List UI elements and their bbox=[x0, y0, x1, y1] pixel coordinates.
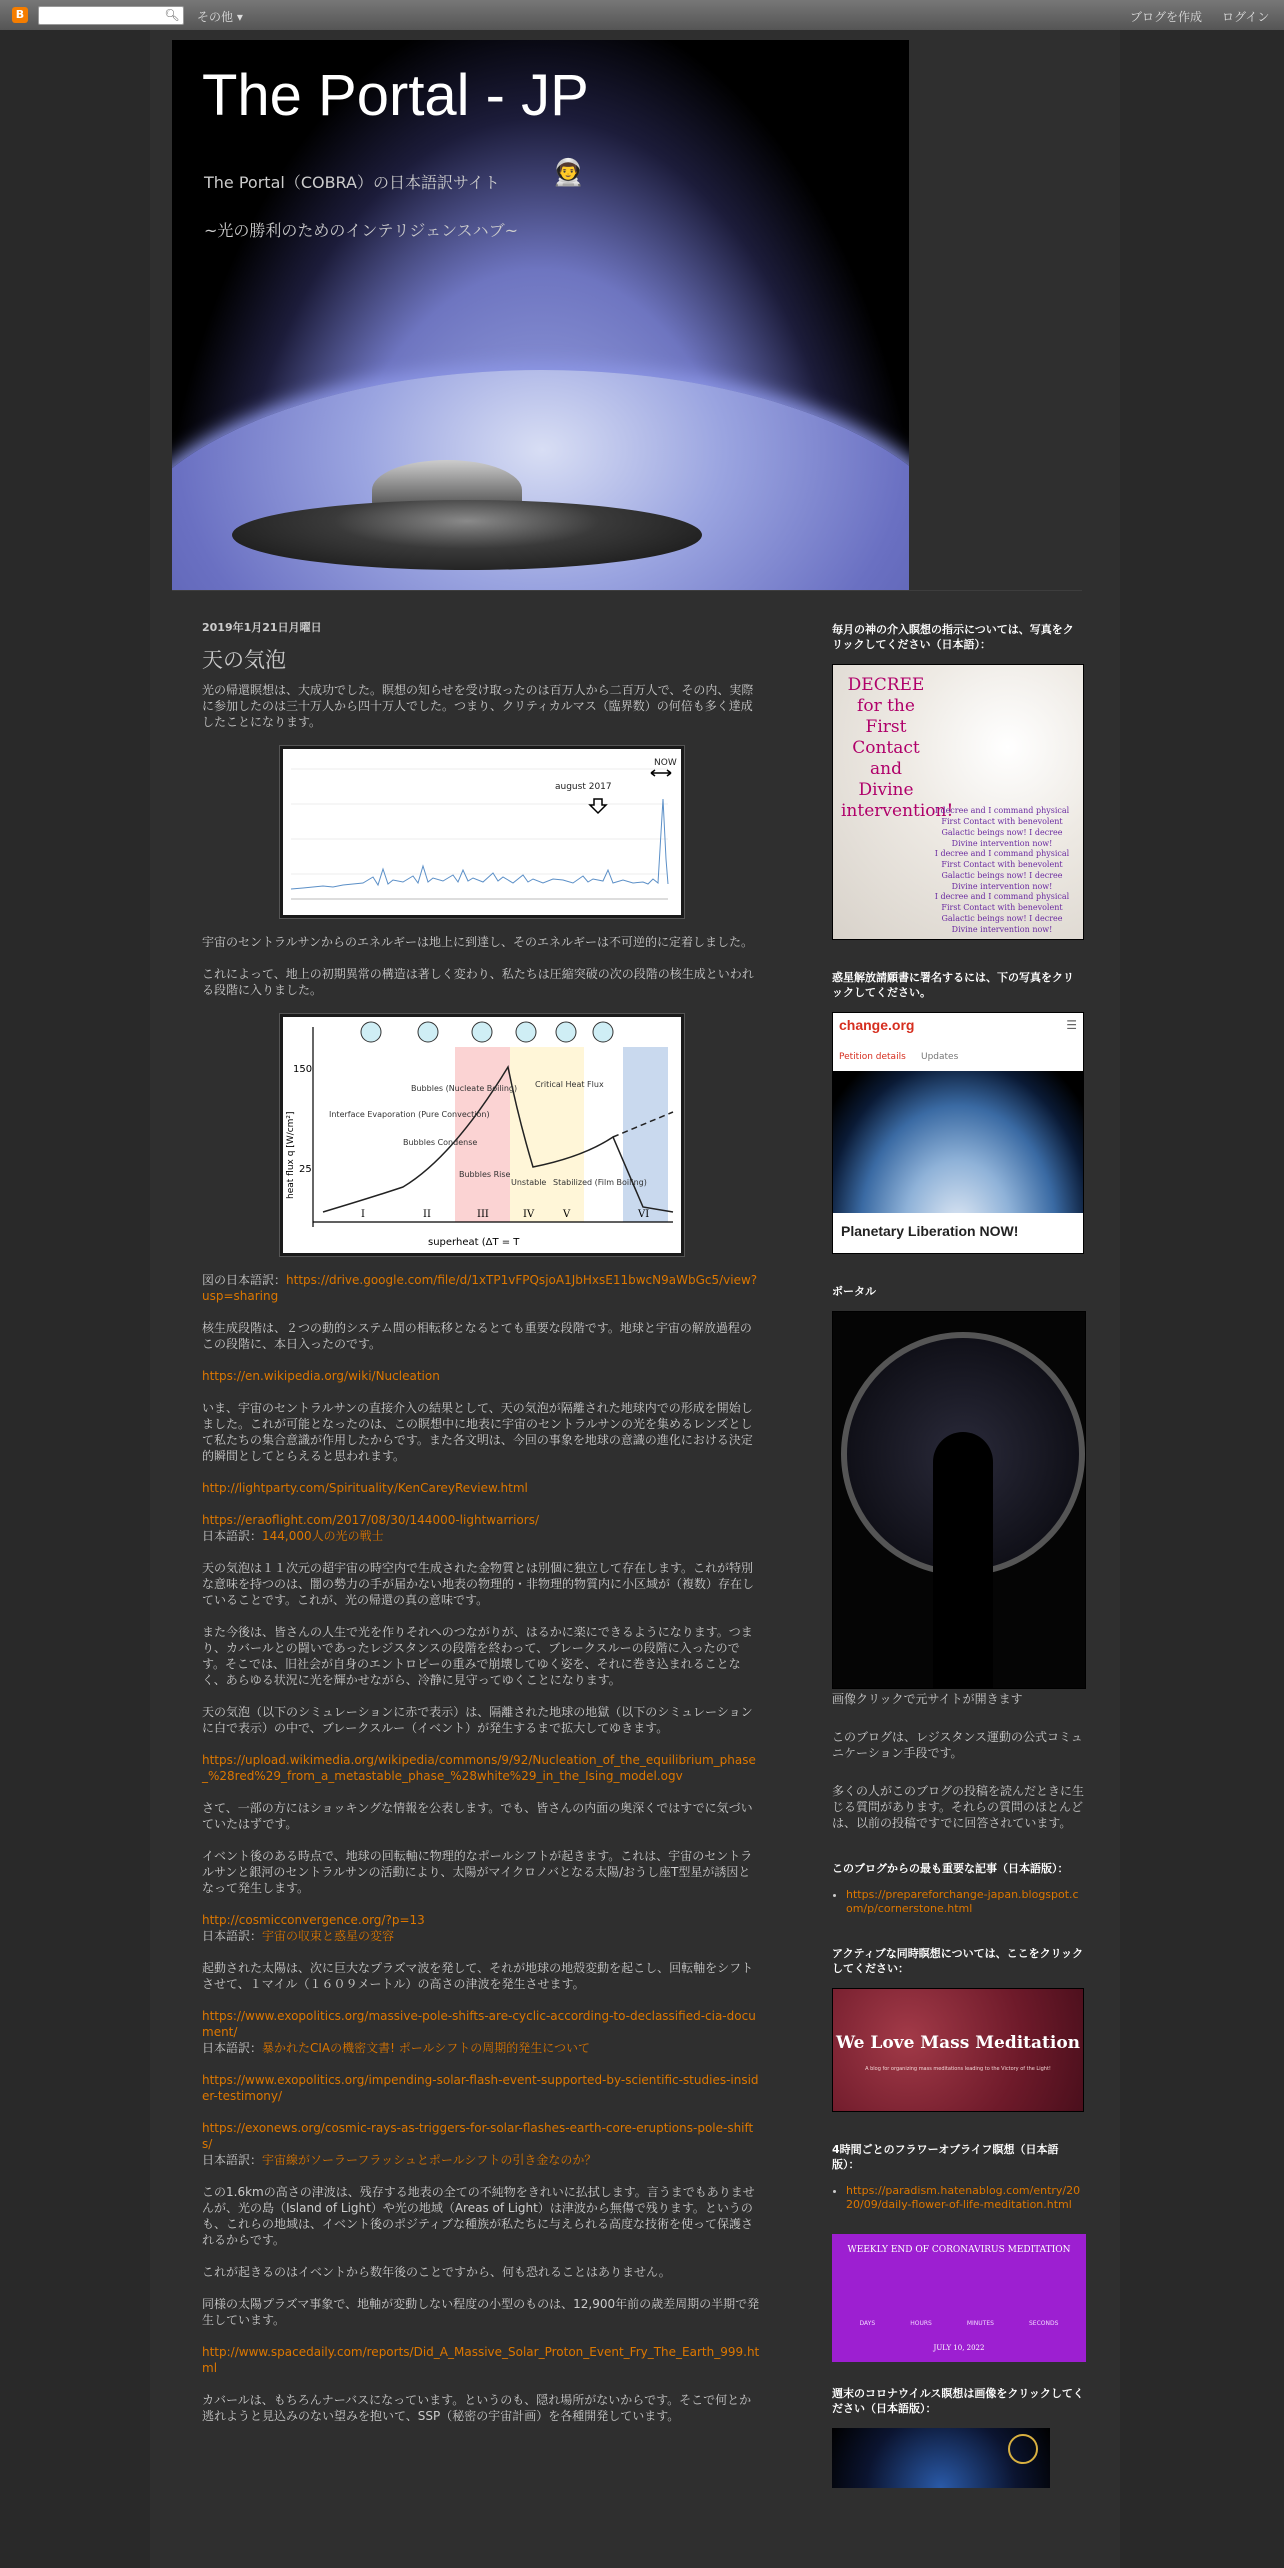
widget-title: 毎月の神の介入瞑想の指示については、写真をクリックしてください（日本語）： bbox=[832, 623, 1074, 651]
meditation-banner-title: We Love Mass Meditation bbox=[835, 2033, 1081, 2053]
tab-updates: Updates bbox=[921, 1052, 959, 1062]
fig-caption-link[interactable]: https://drive.google.com/file/d/1xTP1vFPQsjoA1JbHxsE11bwcN9aWbGc5/view?usp=sharing bbox=[202, 1273, 758, 1303]
link-jp-lightwarriors[interactable]: 144,000人の光の戦士 bbox=[262, 1529, 384, 1543]
decree-text: I decree and I command physical First Contact with benevolent Galactic beings now! I decree Divine intervention now! bbox=[934, 849, 1070, 891]
blog-tagline: ~光の勝利のためのインテリジェンスハブ~ bbox=[204, 221, 519, 240]
countdown-units bbox=[842, 2316, 1076, 2332]
silhouette-figure bbox=[933, 1432, 993, 1688]
zone-label: III bbox=[477, 1209, 489, 1220]
diagram-note: Bubbles Rise bbox=[459, 1170, 511, 1179]
post-paragraph: この1.6kmの高さの津波は、残存する地表の全ての不純物をきれいに払拭します。言うまでもありませんが、光の島（Island of Light）や光の地域（Areas of Light）は津波から無傷で残ります。というのも、これらの地域は、イベント後のポジティブな種族が私たちに与えられる高度な技術を使って保護されるからです。 bbox=[202, 2185, 755, 2247]
coronavirus-countdown-image[interactable] bbox=[832, 2234, 1086, 2362]
widget-title: 週末のコロナウイルス瞑想は画像をクリックしてください（日本語版）： bbox=[832, 2387, 1084, 2415]
weekend-meditation-image[interactable] bbox=[832, 2428, 1050, 2488]
main-column bbox=[202, 620, 762, 2440]
countdown-days-label: DAYS bbox=[859, 2320, 876, 2327]
diagram-note: Bubbles Condense bbox=[403, 1138, 478, 1147]
link-spacedaily[interactable]: http://www.spacedaily.com/reports/Did_A_Massive_Solar_Proton_Event_Fry_The_Earth_999.html bbox=[202, 2345, 760, 2375]
post-paragraph: 起動された太陽は、次に巨大なプラズマ波を発して、それが地球の地殻変動を起こし、回転軸をシフトさせて、１マイル（１６０９メートル）の高さの津波を発生させます。 bbox=[202, 1961, 754, 1991]
link-exonews[interactable]: https://exonews.org/cosmic-rays-as-triggers-for-solar-flashes-earth-core-eruptions-pole-shifts/ bbox=[202, 2121, 754, 2151]
boiling-curve-svg bbox=[283, 1017, 681, 1253]
portal-text: このブログは、レジスタンス運動の公式コミュニケーション手段です。 bbox=[832, 1730, 1083, 1760]
more-menu[interactable]: その他 ▾ bbox=[197, 10, 243, 24]
widget-title: 4時間ごとのフラワーオブライフ瞑想（日本語版）： bbox=[832, 2143, 1059, 2171]
chart-annotation-august: august 2017 bbox=[555, 782, 612, 792]
zone-label: II bbox=[423, 1209, 431, 1220]
widget-title: 惑星解放請願書に署名するには、下の写真をクリックしてください。 bbox=[832, 971, 1074, 999]
zone-label: IV bbox=[523, 1209, 535, 1220]
post-paragraph: カバールは、もちろんナーバスになっています。というのも、隠れ場所がないからです。そこで何とか逃れようと見込みのない望みを抱いて、SSP（秘密の宇宙計画）を各種開発しています。 bbox=[202, 2393, 752, 2423]
portal-image[interactable] bbox=[832, 1311, 1086, 1689]
widget-mass-meditation bbox=[832, 1946, 1084, 2112]
link-jp-exo1[interactable]: 暴かれたCIAの機密文書! ポールシフトの周期的発生について bbox=[262, 2041, 590, 2055]
link-exopolitics-1[interactable]: https://www.exopolitics.org/massive-pole-shifts-are-cyclic-according-to-declassified-cia-document/ bbox=[202, 2009, 756, 2039]
link-wikimedia[interactable]: https://upload.wikimedia.org/wikipedia/commons/9/92/Nucleation_of_the_equilibrium_phase_%28red%29_from_a_metastable_phase_%28white%29_in_the_Ising_model.ogv bbox=[202, 1753, 756, 1783]
create-blog-link[interactable]: ブログを作成 bbox=[1130, 10, 1203, 24]
y-axis-label: heat flux q [W/cm²] bbox=[286, 1111, 296, 1199]
jp-prefix: 日本語訳： bbox=[202, 2153, 263, 2167]
login-link[interactable]: ログイン bbox=[1222, 10, 1270, 24]
fig-caption-prefix: 図の日本語訳： bbox=[202, 1273, 287, 1287]
golden-flower-icon bbox=[1008, 2434, 1038, 2464]
post-paragraph: また今後は、皆さんの人生で光を作りそれへのつながりが、はるかに楽にできるようになります。つまり、カバールとの闘いであったレジスタンスの段階を終わって、ブレークスルーの段階に入ったのです。そこでは、旧社会が自身のエントロピーの重みで崩壊してゆく姿を、それに巻き込まれることなく、あらゆる状況に光を輝かせながら、冷静に見守ってゆくことになります。 bbox=[202, 1625, 753, 1687]
blog-title[interactable]: The Portal - JP bbox=[202, 63, 589, 128]
decree-image[interactable] bbox=[832, 664, 1084, 940]
ufo-disc bbox=[232, 500, 702, 570]
jp-prefix: 日本語訳： bbox=[202, 1529, 263, 1543]
countdown-minutes-label: MINUTES bbox=[966, 2320, 994, 2327]
nucleation-boiling-diagram[interactable] bbox=[280, 1014, 684, 1256]
widget-portal bbox=[832, 1284, 1084, 1831]
jp-prefix: 日本語訳： bbox=[202, 2041, 263, 2055]
activity-chart-svg bbox=[283, 749, 681, 915]
diagram-note: Bubbles (Nucleate Boiling) bbox=[411, 1084, 518, 1093]
widget-petition bbox=[832, 970, 1084, 1254]
fig-caption bbox=[202, 1272, 762, 1304]
diagram-note: Unstable bbox=[511, 1178, 547, 1187]
blog-description: The Portal（COBRA）の日本語訳サイト bbox=[204, 173, 500, 192]
y-tick-150: 150 bbox=[293, 1064, 313, 1075]
search-icon[interactable]: 🔍︎ bbox=[164, 8, 180, 22]
widget-important-articles bbox=[832, 1861, 1084, 1916]
post-paragraph: さて、一部の方にはショッキングな情報を公表します。でも、皆さんの内面の奥深くではすでに気づいていたはずです。 bbox=[202, 1801, 753, 1831]
diagram-note: Stabilized (Film Boiling) bbox=[553, 1178, 647, 1187]
chart-annotation-now: NOW bbox=[654, 758, 677, 768]
widget-weekend-corona bbox=[832, 2386, 1084, 2488]
link-jp-cosmic[interactable]: 宇宙の収束と惑星の変容 bbox=[262, 1929, 395, 1943]
post-title[interactable]: 天の気泡 bbox=[202, 648, 286, 672]
search-input[interactable] bbox=[38, 6, 184, 25]
decree-heading: DECREE for the First Contact and Divine intervention! bbox=[841, 675, 954, 821]
hamburger-icon: ☰ bbox=[1066, 1018, 1077, 1032]
countdown-hours-label: HOURS bbox=[910, 2320, 932, 2327]
petition-caption: Planetary Liberation NOW! bbox=[841, 1223, 1019, 1239]
countdown-title: WEEKLY END OF CORONAVIRUS MEDITATION bbox=[847, 2245, 1071, 2255]
decree-text: I decree and I command physical First Contact with benevolent Galactic beings now! I decree Divine intervention now! bbox=[934, 806, 1070, 848]
astronaut-icon: 👨‍🚀 bbox=[552, 158, 585, 188]
diagram-note: Interface Evaporation (Pure Convection) bbox=[329, 1110, 490, 1119]
meditation-banner-subtitle: A blog for organizing mass meditations leading to the Victory of the Light! bbox=[865, 2066, 1051, 2072]
blogger-logo-icon[interactable]: B bbox=[12, 7, 28, 23]
post-paragraph: これが起きるのはイベントから数年後のことですから、何も恐れることはありません。 bbox=[202, 2265, 671, 2279]
countdown-seconds-label: SECONDS bbox=[1029, 2320, 1059, 2327]
activity-chart-image[interactable] bbox=[280, 746, 684, 918]
petition-image[interactable] bbox=[832, 1012, 1084, 1254]
change-org-logo: change.org bbox=[839, 1017, 915, 1033]
cornerstone-link[interactable]: https://prepareforchange-japan.blogspot.com/p/cornerstone.html bbox=[846, 1888, 1079, 1915]
y-tick-25: 25 bbox=[299, 1164, 312, 1175]
post-paragraph: これによって、地上の初期異常の構造は著しく変わり、私たちは圧縮突破の次の段階の核生成といわれる段階に入りました。 bbox=[202, 967, 754, 997]
widget-title: アクティブな同時瞑想については、ここをクリックしてください： bbox=[832, 1947, 1084, 1975]
zone-label: VI bbox=[638, 1209, 650, 1220]
flower-of-life-link[interactable]: https://paradism.hatenablog.com/entry/2020/09/daily-flower-of-life-meditation.html bbox=[846, 2184, 1081, 2211]
portal-text: 多くの人がこのブログの投稿を読んだときに生じる質問があります。それらの質問のほとんどは、以前の投稿ですでに回答されています。 bbox=[832, 1784, 1085, 1830]
link-jp-exonews[interactable]: 宇宙線がソーラーフラッシュとポールシフトの引き金なのか？ bbox=[262, 2153, 597, 2167]
post-date: 2019年1月21日月曜日 bbox=[202, 621, 322, 634]
link-eraoflight[interactable]: https://eraoflight.com/2017/08/30/144000-lightwarriors/ bbox=[202, 1513, 540, 1527]
widget-flower-of-life bbox=[832, 2142, 1084, 2212]
post-paragraph: イベント後のある時点で、地球の回転軸に物理的なポールシフトが起きます。これは、宇宙のセントラルサンと銀河のセントラルサンの活動により、太陽がマイクロノバとなる太陽/おうし座T型星が誘因となって発生します。 bbox=[202, 1849, 753, 1895]
zone-label: I bbox=[361, 1209, 365, 1220]
earth-photo bbox=[833, 1071, 1083, 1213]
widget-coronavirus-meditation bbox=[832, 2234, 1084, 2362]
link-list bbox=[832, 2184, 1084, 2212]
widget-title: このブログからの最も重要な記事（日本語版）： bbox=[832, 1862, 1069, 1875]
diagram-note: Critical Heat Flux bbox=[535, 1080, 604, 1089]
link-cosmic[interactable]: http://cosmicconvergence.org/?p=13 bbox=[202, 1913, 425, 1927]
header-divider bbox=[172, 590, 1082, 591]
post-paragraph: 核生成段階は、２つの動的システム間の相転移となるとても重要な段階です。地球と宇宙の解放過程のこの段階に、本日入ったのです。 bbox=[202, 1321, 752, 1351]
we-love-mass-meditation-image[interactable] bbox=[832, 1988, 1084, 2112]
sidebar bbox=[832, 622, 1084, 2518]
post-paragraph: いま、宇宙のセントラルサンの直接介入の結果として、天の気泡が隔離された地球内での形成を開始しました。これが可能となったのは、この瞑想中に地表に宇宙のセントラルサンの光を集めるレンズとして私たちの集合意識が作用したからです。また各文明は、今回の事象を地球の意識の進化における決定的瞬間としてとらえると思われます。 bbox=[202, 1401, 753, 1463]
blog-header bbox=[172, 40, 909, 590]
portal-caption: 画像クリックで元サイトが開きます bbox=[832, 1692, 1023, 1706]
jp-prefix: 日本語訳： bbox=[202, 1929, 263, 1943]
post-paragraph: 天の気泡（以下のシミュレーションに赤で表示）は、隔離された地球の地獄（以下のシミュレーションに白で表示）の中で、ブレークスルー（イベント）が発生するまで拡大してゆきます。 bbox=[202, 1705, 753, 1735]
post-paragraph: 同様の太陽プラズマ事象で、地軸が変動しない程度の小型のものは、12,900年前の歳差周期の半期で発生しています。 bbox=[202, 2297, 760, 2327]
link-list bbox=[832, 1888, 1084, 1916]
post-paragraph: 天の気泡は１１次元の超宇宙の時空内で生成された金物質とは別個に独立して存在します。これが特別な意味を持つのは、闇の勢力の手が届かない地表の物理的・非物理的物質内に小区域が（複数）存在していることです。これが、光の帰還の真の意味です。 bbox=[202, 1561, 755, 1607]
countdown-date: JULY 10, 2022 bbox=[933, 2344, 985, 2352]
x-axis-label: superheat (ΔT = T bbox=[428, 1237, 520, 1248]
link-nucleation[interactable]: https://en.wikipedia.org/wiki/Nucleation bbox=[202, 1369, 440, 1383]
zone-label: V bbox=[563, 1209, 571, 1220]
blogger-navbar bbox=[0, 0, 1284, 30]
widget-decree bbox=[832, 622, 1084, 940]
link-lightparty[interactable]: http://lightparty.com/Spirituality/KenCareyReview.html bbox=[202, 1481, 528, 1495]
tab-petition-details: Petition details bbox=[839, 1052, 906, 1062]
link-exopolitics-2[interactable]: https://www.exopolitics.org/impending-solar-flash-event-supported-by-scientific-studies-insider-testimony/ bbox=[202, 2073, 759, 2103]
widget-title: ポータル bbox=[832, 1285, 876, 1298]
post-paragraph: 光の帰還瞑想は、大成功でした。瞑想の知らせを受け取ったのは百万人から二百万人で、その内、実際に参加したのは三十万人から四十万人でした。つまり、クリティカルマス（臨界数）の何倍も多く達成したことになります。 bbox=[202, 683, 754, 729]
post-paragraph: 宇宙のセントラルサンからのエネルギーは地上に到達し、そのエネルギーは不可逆的に定着しました。 bbox=[202, 935, 754, 949]
decree-text: I decree and I command physical First Contact with benevolent Galactic beings now! I decree Divine intervention now! bbox=[934, 892, 1070, 934]
